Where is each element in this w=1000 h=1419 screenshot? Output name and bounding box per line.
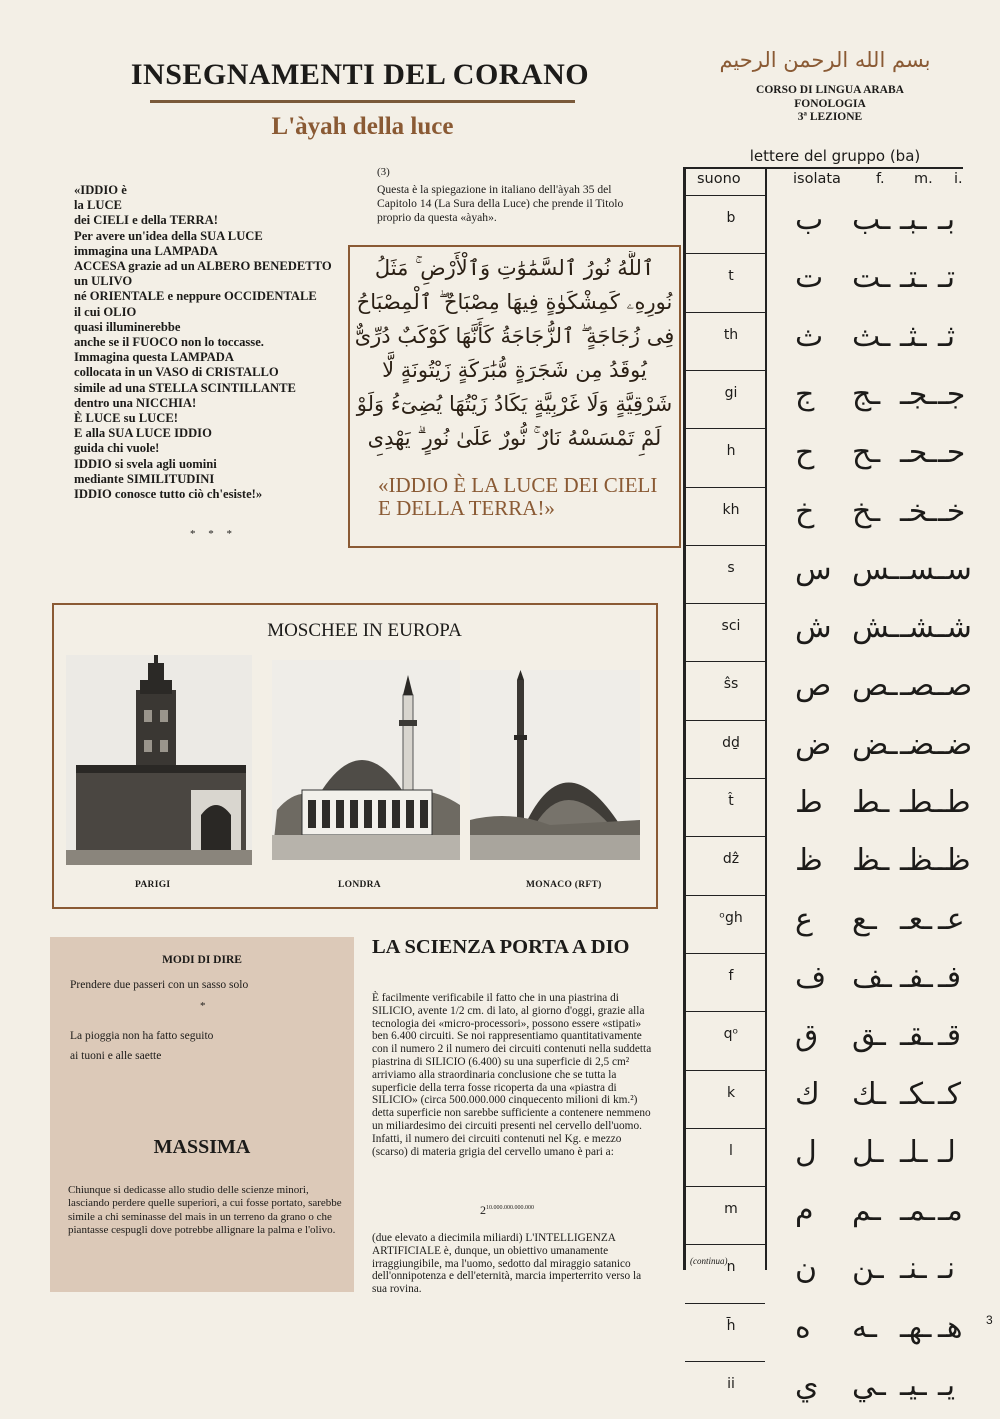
saying-2-line-2: ai tuoni e alle saette (70, 1050, 162, 1062)
letter-initial: فـ (938, 959, 962, 995)
letter-row (685, 487, 765, 545)
verse-line: È LUCE su LUCE! (74, 411, 178, 426)
header-isolated: isolata (793, 171, 841, 187)
letter-initial: تـ (938, 260, 956, 296)
letter-isolated: ق (795, 1018, 819, 1054)
letter-final: ـب (852, 202, 891, 237)
letter-forms (790, 953, 970, 1011)
letter-isolated: ح (795, 435, 815, 471)
course-line-2: FONOLOGIA (794, 97, 866, 110)
verse-line: un ULIVO (74, 274, 133, 289)
letter-final: ـط (852, 785, 890, 820)
letter-initial: ضـ (938, 726, 973, 762)
letter-medial: ـشـ (900, 610, 945, 646)
letter-isolated: ت (795, 260, 824, 296)
letter-isolated: ب (795, 202, 824, 237)
letter-sound: h (726, 443, 736, 460)
letter-final: ـت (852, 260, 891, 296)
letter-medial: ـفـ (900, 959, 933, 995)
row-divider (685, 1303, 765, 1304)
quote-text: «IDDIO È LA LUCE DEI CIELI E DELLA TERRA!» (378, 473, 658, 520)
letter-medial: ـحـ (900, 435, 937, 471)
header-initial: i. (954, 171, 963, 187)
letter-final: ـث (852, 318, 891, 354)
letter-forms (790, 778, 970, 836)
letter-medial: ـيـ (900, 1368, 927, 1403)
letter-row (685, 428, 765, 486)
letter-forms (790, 545, 970, 603)
science-power (480, 1203, 534, 1218)
science-title: LA SCIENZA PORTA A DIO (372, 936, 630, 958)
letter-final: ـل (852, 1134, 884, 1170)
row-divider (685, 487, 765, 488)
letter-medial: ـنـ (900, 1251, 927, 1287)
letter-forms (790, 603, 970, 661)
letter-initial: نـ (938, 1251, 956, 1287)
letter-initial: ثـ (938, 318, 956, 354)
verse-line: E alla SUA LUCE IDDIO (74, 426, 212, 441)
letter-final: ـظ (852, 843, 890, 879)
letter-initial: بـ (938, 202, 956, 237)
letter-isolated: ك (795, 1076, 820, 1112)
verse-line: immagina una LAMPADA (74, 243, 218, 258)
letter-initial: صـ (938, 668, 973, 704)
letter-isolated: ل (795, 1134, 817, 1170)
letter-final: ـش (852, 610, 900, 646)
table-top-rule (683, 167, 963, 169)
letter-forms (790, 1303, 970, 1361)
verse-line: la LUCE (74, 198, 122, 213)
letter-initial: ظـ (938, 843, 971, 879)
letter-sound: gi (724, 384, 738, 401)
saying-2-line-1: La pioggia non ha fatto seguito (70, 1030, 214, 1042)
row-divider (685, 720, 765, 721)
letter-forms (790, 895, 970, 953)
letter-row (685, 1070, 765, 1128)
row-divider (685, 312, 765, 313)
course-heading (690, 84, 970, 125)
letter-forms (790, 1011, 970, 1069)
letter-isolated: ص (795, 668, 832, 704)
letter-initial: يـ (938, 1368, 956, 1403)
letter-sound: h̄ (726, 1317, 736, 1334)
letter-final: ـخ (852, 493, 881, 529)
course-line-3: 3ª LEZIONE (797, 111, 863, 123)
title-divider (150, 100, 575, 103)
row-divider (685, 661, 765, 662)
letter-isolated: ه (795, 1309, 811, 1345)
letter-isolated: ض (795, 726, 832, 762)
letter-isolated: س (795, 551, 832, 587)
sayings-separator: * (200, 1000, 206, 1012)
page-title: INSEGNAMENTI DEL CORANO (130, 58, 590, 91)
table-caption: lettere del gruppo (ba) (749, 147, 921, 165)
letter-row (685, 661, 765, 719)
letter-medial: ـتـ (900, 260, 927, 296)
letter-final: ـم (852, 1193, 881, 1229)
letter-initial: كـ (938, 1076, 962, 1112)
letter-sound: b (726, 210, 736, 226)
verse-line: guida chi vuole! (74, 441, 160, 456)
letter-isolated: ظ (795, 843, 823, 879)
letter-medial: ـثـ (900, 318, 927, 354)
letter-sound: ᵒgh (719, 909, 743, 926)
letter-forms (790, 253, 970, 311)
letter-medial: ـضـ (900, 726, 944, 762)
letter-sound: ii (727, 1376, 735, 1392)
letter-isolated: م (795, 1193, 814, 1229)
letter-sound: t (728, 268, 734, 285)
row-divider (685, 370, 765, 371)
letter-medial: ـخـ (900, 493, 937, 529)
verse-line: dentro una NICCHIA! (74, 395, 197, 410)
letter-final: ـض (852, 726, 898, 762)
caption-london: LONDRA (338, 880, 381, 890)
verse-line: quasi illuminerebbe (74, 319, 181, 334)
caption-munich: MONACO (RFT) (526, 880, 602, 890)
letter-isolated: ج (795, 376, 815, 412)
letter-final: ـه (852, 1309, 877, 1345)
letter-medial: ـعـ (900, 901, 933, 937)
letter-row (685, 603, 765, 661)
table-continua: (continua) (690, 1256, 728, 1266)
letter-row (685, 953, 765, 1011)
letter-forms (790, 370, 970, 428)
row-divider (685, 895, 765, 896)
row-divider (685, 953, 765, 954)
letter-isolated: ث (795, 318, 824, 354)
letter-initial: خـ (938, 493, 966, 529)
letter-row (685, 370, 765, 428)
letter-medial: ـطـ (900, 785, 943, 820)
letter-isolated: ش (795, 610, 832, 646)
photo-london-mosque (272, 660, 460, 860)
verse-text (74, 183, 364, 502)
letter-forms (790, 661, 973, 719)
letter-row (685, 1244, 765, 1302)
letter-final: ـك (852, 1076, 887, 1112)
letter-row (685, 253, 765, 311)
sayings-title: MODI DI DIRE (162, 954, 242, 966)
letter-forms (790, 1244, 970, 1302)
letter-forms (790, 195, 970, 253)
verse-line: Per avere un'idea della SUA LUCE (74, 228, 263, 243)
letter-medial: ـقـ (900, 1018, 933, 1054)
verse-line: «IDDIO è (74, 183, 127, 197)
letter-row (685, 1128, 765, 1186)
verse-line: il cui OLIO (74, 304, 137, 319)
verse-line: IDDIO si svela agli uomini (74, 456, 217, 471)
row-divider (685, 836, 765, 837)
letter-row (685, 836, 765, 894)
letter-forms (790, 720, 973, 778)
letter-row (685, 195, 765, 253)
letter-forms (790, 1128, 970, 1186)
row-divider (685, 1361, 765, 1362)
row-divider (685, 545, 765, 546)
science-body: È facilmente verificabile il fatto che in una piastrina di SILICIO, avente 1/2 cm. di lato, al giorno d'oggi, grazie alla tecnologia dei «micro-processori», possono essere «stipati» ben 6.400 circuiti. Se noi rappresentiamo quantitativamente con il numero 2 il numero dei circuiti contenuti nella suddetta piastrina di SILICIO (6.400) su una superficie di 2,5 cm² arriviamo alla straordinaria conclusione che se tutta la superficie della terra fosse ricoperta da una «piastra di SILICIO» (circa 500.000.000 cinquecento milioni di km.²) detta superficie non sarebbe sufficiente a contenere nemmeno un miliardesimo dei circuiti presenti nel cervello dell'uomo. Infatti, il numero dei circuiti contenuti nel Kg. e mezzo (scarso) di materia grigia del cervello umano è pari a: (372, 992, 652, 1158)
letter-sound: ŝs (723, 676, 739, 693)
caption-paris: PARIGI (135, 880, 171, 890)
letter-sound: kh (722, 501, 740, 518)
letter-final: ـص (852, 668, 898, 704)
letter-final: ـف (852, 959, 892, 995)
letter-sound: th (723, 326, 739, 343)
letter-forms (790, 1070, 970, 1128)
letter-row (685, 1011, 765, 1069)
letter-initial: لـ (938, 1134, 956, 1170)
row-divider (685, 778, 765, 779)
letter-sound: f (728, 967, 734, 984)
arabic-verse: ٱللَّهُ نُورُ ٱلسَّمَٰوَٰتِ وَٱلْأَرْضِ ۚ مَثَلُ نُورِهِۦ كَمِشْكَوٰةٍ فِيهَا مِصْبَاحٌ ۖ ٱلْمِصْبَاحُ فِى زُجَاجَةٍ ۖ ٱلزُّجَاجَةُ كَأَنَّهَا كَوْكَبٌ دُرِّىٌّ يُوقَدُ مِن شَجَرَةٍ مُّبَٰرَكَةٍ زَيْتُونَةٍ لَّا شَرْقِيَّةٍ وَلَا غَرْبِيَّةٍ يَكَادُ زَيْتُهَا يُضِىٓءُ وَلَوْ لَمْ تَمْسَسْهُ نَارٌ ۚ نُّورٌ عَلَىٰ نُورٍ ۗ يَهْدِى (354, 256, 675, 450)
letter-isolated: خ (795, 493, 815, 529)
header-final: f. (876, 171, 885, 187)
massima-text: Chiunque si dedicasse allo studio delle scienze minori, lasciando perdere quelle superiori, a cui fosse portato, sarebbe simile a chi seminasse del mais in un terreno da grano o che piantasse cespugli dove potrebbe allignare la palma e l'olivo. (68, 1184, 342, 1236)
mosques-title: MOSCHEE IN EUROPA (267, 620, 462, 641)
letter-initial: سـ (938, 551, 972, 587)
row-divider (685, 1011, 765, 1012)
letter-row (685, 1303, 765, 1361)
letter-medial: ـبـ (900, 202, 927, 237)
row-divider (685, 1244, 765, 1245)
letter-initial: مـ (938, 1193, 963, 1229)
verse-line: ACCESA grazie ad un ALBERO BENEDETTO (74, 259, 332, 274)
letter-medial: ـهـ (900, 1309, 932, 1345)
letter-initial: قـ (938, 1018, 962, 1054)
row-divider (685, 603, 765, 604)
letter-medial: ـجـ (900, 376, 937, 412)
verse-line: anche se il FUOCO non lo toccasse. (74, 335, 264, 350)
letter-forms (790, 836, 970, 894)
letter-sound: dḏ (722, 734, 740, 751)
letter-sound: s (727, 559, 735, 576)
letter-final: ـج (852, 376, 881, 412)
page-subtitle: L'àyah della luce (271, 113, 454, 140)
science-conclusion: (due elevato a diecimila miliardi) L'INTELLIGENZA ARTIFICIALE è, dunque, un obiettivo umanamente irraggiungibile, ma l'uomo, sedotto dal miraggio satanico dell'onnipotenza e dell'eternità, marcia imperterrito verso la sua rovina. (372, 1232, 642, 1296)
letter-medial: ـظـ (900, 843, 943, 879)
saying-1: Prendere due passeri con un sasso solo (70, 979, 249, 991)
letter-row (685, 545, 765, 603)
letter-forms (790, 1186, 970, 1244)
letter-medial: ـصـ (900, 668, 944, 704)
verse-line: collocata in un VASO di CRISTALLO (74, 365, 279, 380)
letter-forms (790, 428, 970, 486)
letter-initial: طـ (938, 785, 971, 820)
letter-final: ـس (852, 551, 900, 587)
row-divider (685, 253, 765, 254)
massima-title: MASSIMA (153, 1136, 251, 1158)
letter-isolated: ط (795, 785, 823, 820)
header-sound: suono (697, 171, 741, 187)
note-number: (3) (377, 166, 390, 178)
photo-paris-mosque (66, 655, 252, 865)
letter-isolated: ن (795, 1251, 818, 1287)
letter-sound: dẑ (722, 851, 740, 868)
letter-initial: حـ (938, 435, 966, 471)
letter-forms (790, 1361, 970, 1419)
verse-line: simile ad una STELLA SCINTILLANTE (74, 380, 296, 395)
letter-final: ـي (852, 1368, 886, 1403)
letter-sound: l (729, 1142, 733, 1159)
letter-initial: جـ (938, 376, 966, 412)
verse-line: né ORIENTALE e neppure OCCIDENTALE (74, 289, 317, 304)
power-base: 2 (480, 1203, 486, 1217)
letter-isolated: ف (795, 959, 827, 995)
letter-sound: sci (721, 618, 741, 635)
letter-isolated: ي (795, 1368, 819, 1403)
letter-initial: شـ (938, 610, 972, 646)
verse-line: Immagina questa LAMPADA (74, 350, 234, 365)
letter-initial: هـ (938, 1309, 963, 1345)
letter-sound: k (726, 1084, 736, 1101)
header-medial: m. (914, 171, 933, 187)
letter-forms (790, 312, 970, 370)
row-divider (685, 428, 765, 429)
letter-sound: t̂ (728, 793, 734, 809)
letter-row (685, 1361, 765, 1419)
letter-medial: ـمـ (900, 1193, 935, 1229)
letter-medial: ـكـ (900, 1076, 935, 1112)
letter-medial: ـسـ (900, 551, 945, 587)
letter-initial: عـ (938, 901, 965, 937)
letter-final: ـن (852, 1251, 884, 1287)
row-divider (685, 1186, 765, 1187)
letter-row (685, 720, 765, 778)
row-divider (685, 1070, 765, 1071)
verse-line: dei CIELI e della TERRA! (74, 213, 218, 228)
verse-line: IDDIO conosce tutto ciò ch'esiste!» (74, 487, 263, 502)
letter-final: ـح (852, 435, 881, 471)
photo-munich-mosque (470, 670, 640, 860)
power-exponent: 10.000.000.000.000 (486, 1205, 534, 1211)
letter-row (685, 1186, 765, 1244)
verse-line: mediante SIMILITUDINI (74, 471, 215, 486)
row-divider (685, 1128, 765, 1129)
row-divider (685, 195, 765, 196)
letter-row (685, 312, 765, 370)
letter-isolated: ع (795, 901, 813, 937)
letter-sound: m (724, 1201, 738, 1218)
page-number: 3 (986, 1313, 993, 1327)
letter-sound: qᵒ (723, 1026, 739, 1043)
course-line-1: CORSO DI LINGUA ARABA (756, 84, 904, 96)
letter-row (685, 895, 765, 953)
letter-final: ـع (852, 901, 877, 937)
basmala: بسم الله الرحمن الرحيم (719, 48, 931, 72)
letter-medial: ـلـ (900, 1134, 928, 1170)
letter-final: ـق (852, 1018, 886, 1054)
letter-forms (790, 487, 970, 545)
verse-stars: * * * (190, 528, 237, 540)
letter-sound: n (726, 1259, 736, 1276)
letter-row (685, 778, 765, 836)
note-text: Questa è la spiegazione in italiano dell'àyah 35 del Capitolo 14 (La Sura della Luce) che prende il Titolo proprio da questa «àyah». (377, 183, 624, 224)
